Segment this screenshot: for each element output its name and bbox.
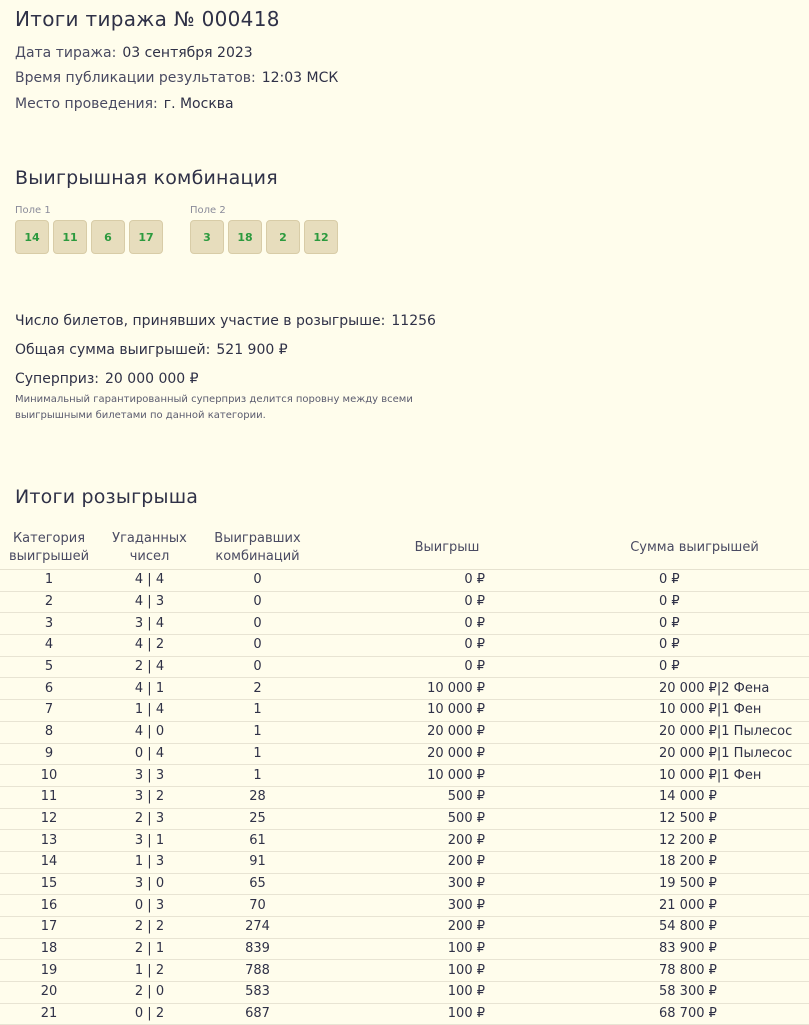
row-prize-cell bbox=[314, 721, 580, 743]
field2-numbers bbox=[190, 220, 338, 254]
row-category: 9 bbox=[0, 743, 98, 765]
col-prize: Выигрыш bbox=[314, 527, 580, 570]
row-prize-total-cell bbox=[580, 743, 809, 765]
row-winning-combos: 2 bbox=[201, 678, 314, 700]
field2-label: Поле 2 bbox=[190, 205, 226, 216]
ball: 3 bbox=[190, 220, 224, 254]
row-category: 6 bbox=[0, 678, 98, 700]
row-prize-total: 0 ₽ bbox=[659, 615, 680, 631]
row-prize-total-cell bbox=[580, 1003, 809, 1025]
row-category: 21 bbox=[0, 1003, 98, 1025]
ball: 6 bbox=[91, 220, 125, 254]
row-prize-cell bbox=[314, 678, 580, 700]
row-guessed: 2 | 1 bbox=[98, 938, 201, 960]
row-winning-combos: 788 bbox=[201, 960, 314, 982]
row-guessed: 1 | 4 bbox=[98, 700, 201, 722]
row-category: 1 bbox=[0, 570, 98, 592]
row-prize-cell bbox=[314, 1003, 580, 1025]
row-prize-total: 18 200 ₽ bbox=[659, 854, 717, 870]
row-prize: 0 ₽ bbox=[464, 572, 485, 588]
row-winning-combos: 28 bbox=[201, 786, 314, 808]
row-guessed: 3 | 4 bbox=[98, 613, 201, 635]
page-title: Итоги тиража № 000418 bbox=[15, 7, 280, 31]
row-winning-combos: 687 bbox=[201, 1003, 314, 1025]
row-prize-total-cell bbox=[580, 635, 809, 657]
row-prize: 0 ₽ bbox=[464, 615, 485, 631]
ball: 12 bbox=[304, 220, 338, 254]
row-winning-combos: 1 bbox=[201, 765, 314, 787]
table-row bbox=[0, 765, 809, 787]
row-guessed: 3 | 3 bbox=[98, 765, 201, 787]
draw-date bbox=[15, 45, 253, 61]
row-prize: 300 ₽ bbox=[447, 875, 485, 891]
row-guessed: 2 | 2 bbox=[98, 917, 201, 939]
row-category: 8 bbox=[0, 721, 98, 743]
row-prize-total: 0 ₽ bbox=[659, 594, 680, 610]
row-category: 16 bbox=[0, 895, 98, 917]
ball: 11 bbox=[53, 220, 87, 254]
table-row bbox=[0, 1003, 809, 1025]
row-prize: 10 000 ₽ bbox=[427, 767, 485, 783]
row-prize-cell bbox=[314, 591, 580, 613]
superprize-label: Суперприз: bbox=[15, 371, 100, 387]
row-prize-cell bbox=[314, 570, 580, 592]
row-prize-total-cell bbox=[580, 721, 809, 743]
superprize-note: Минимальный гарантированный суперприз делится поровну между всеми выигрышными билетами по данной категории. bbox=[15, 394, 413, 421]
row-prize-total: 0 ₽ bbox=[659, 572, 680, 588]
row-category: 7 bbox=[0, 700, 98, 722]
row-category: 15 bbox=[0, 873, 98, 895]
row-prize: 500 ₽ bbox=[447, 810, 485, 826]
row-prize-total-cell bbox=[580, 591, 809, 613]
row-prize: 20 000 ₽ bbox=[427, 745, 485, 761]
publication-time bbox=[15, 70, 338, 86]
row-prize-total: 58 300 ₽ bbox=[659, 984, 717, 1000]
row-winning-combos: 0 bbox=[201, 613, 314, 635]
total-winnings bbox=[15, 342, 288, 358]
row-prize: 20 000 ₽ bbox=[427, 724, 485, 740]
row-prize: 10 000 ₽ bbox=[427, 702, 485, 718]
draw-date-label: Дата тиража: bbox=[15, 45, 117, 61]
row-prize-cell bbox=[314, 982, 580, 1004]
row-winning-combos: 25 bbox=[201, 808, 314, 830]
row-prize: 0 ₽ bbox=[464, 594, 485, 610]
table-row bbox=[0, 678, 809, 700]
tickets-count-value: 11256 bbox=[391, 313, 436, 329]
table-row bbox=[0, 721, 809, 743]
row-prize-total: 78 800 ₽ bbox=[659, 962, 717, 978]
row-winning-combos: 583 bbox=[201, 982, 314, 1004]
row-prize: 200 ₽ bbox=[447, 832, 485, 848]
row-prize-cell bbox=[314, 765, 580, 787]
row-winning-combos: 274 bbox=[201, 917, 314, 939]
row-category: 18 bbox=[0, 938, 98, 960]
row-prize-total-cell bbox=[580, 656, 809, 678]
draw-date-value: 03 сентября 2023 bbox=[122, 45, 253, 61]
table-row bbox=[0, 873, 809, 895]
row-prize-total-cell bbox=[580, 808, 809, 830]
tickets-count bbox=[15, 313, 436, 329]
table-row bbox=[0, 917, 809, 939]
row-prize: 100 ₽ bbox=[447, 962, 485, 978]
row-guessed: 2 | 3 bbox=[98, 808, 201, 830]
row-prize-total-cell bbox=[580, 678, 809, 700]
row-prize-cell bbox=[314, 700, 580, 722]
row-guessed: 0 | 4 bbox=[98, 743, 201, 765]
row-prize: 0 ₽ bbox=[464, 637, 485, 653]
field1-label: Поле 1 bbox=[15, 205, 51, 216]
row-prize-total: 83 900 ₽ bbox=[659, 941, 717, 957]
row-prize-total: 19 500 ₽ bbox=[659, 875, 717, 891]
row-winning-combos: 61 bbox=[201, 830, 314, 852]
table-row bbox=[0, 938, 809, 960]
row-winning-combos: 1 bbox=[201, 743, 314, 765]
row-winning-combos: 1 bbox=[201, 721, 314, 743]
row-guessed: 4 | 4 bbox=[98, 570, 201, 592]
table-row bbox=[0, 851, 809, 873]
draw-place-value: г. Москва bbox=[163, 96, 234, 112]
row-prize-cell bbox=[314, 656, 580, 678]
row-prize-total-cell bbox=[580, 830, 809, 852]
row-winning-combos: 839 bbox=[201, 938, 314, 960]
row-guessed: 3 | 2 bbox=[98, 786, 201, 808]
row-prize-cell bbox=[314, 895, 580, 917]
row-prize: 500 ₽ bbox=[447, 789, 485, 805]
row-prize-cell bbox=[314, 830, 580, 852]
row-prize-total: 10 000 ₽|1 Фен bbox=[659, 767, 762, 783]
total-winnings-label: Общая сумма выигрышей: bbox=[15, 342, 211, 358]
superprize-value: 20 000 000 ₽ bbox=[105, 371, 199, 387]
row-category: 14 bbox=[0, 851, 98, 873]
table-row bbox=[0, 960, 809, 982]
ball: 18 bbox=[228, 220, 262, 254]
col-guessed: Угаданных чисел bbox=[98, 527, 201, 570]
row-prize-total-cell bbox=[580, 938, 809, 960]
col-category: Категория выигрышей bbox=[0, 527, 98, 570]
row-guessed: 4 | 0 bbox=[98, 721, 201, 743]
row-prize-total-cell bbox=[580, 982, 809, 1004]
winning-combination-title: Выигрышная комбинация bbox=[15, 167, 278, 189]
row-prize-total: 21 000 ₽ bbox=[659, 897, 717, 913]
row-prize-total: 20 000 ₽|1 Пылесос bbox=[659, 745, 793, 761]
row-category: 11 bbox=[0, 786, 98, 808]
row-prize-total: 12 200 ₽ bbox=[659, 832, 717, 848]
row-prize-total: 0 ₽ bbox=[659, 659, 680, 675]
row-prize-total: 10 000 ₽|1 Фен bbox=[659, 702, 762, 718]
table-row bbox=[0, 700, 809, 722]
row-category: 12 bbox=[0, 808, 98, 830]
row-prize-total-cell bbox=[580, 960, 809, 982]
row-category: 4 bbox=[0, 635, 98, 657]
table-row bbox=[0, 808, 809, 830]
table-row bbox=[0, 570, 809, 592]
row-prize-total-cell bbox=[580, 700, 809, 722]
row-winning-combos: 65 bbox=[201, 873, 314, 895]
row-prize: 10 000 ₽ bbox=[427, 680, 485, 696]
row-prize: 100 ₽ bbox=[447, 941, 485, 957]
row-guessed: 0 | 3 bbox=[98, 895, 201, 917]
row-prize: 0 ₽ bbox=[464, 659, 485, 675]
table-header-row bbox=[0, 527, 809, 570]
row-category: 5 bbox=[0, 656, 98, 678]
row-guessed: 4 | 3 bbox=[98, 591, 201, 613]
row-guessed: 3 | 1 bbox=[98, 830, 201, 852]
row-guessed: 2 | 0 bbox=[98, 982, 201, 1004]
row-prize-cell bbox=[314, 938, 580, 960]
field1-numbers bbox=[15, 220, 163, 254]
col-prize-total: Сумма выигрышей bbox=[580, 527, 809, 570]
row-winning-combos: 0 bbox=[201, 656, 314, 678]
row-winning-combos: 1 bbox=[201, 700, 314, 722]
table-row bbox=[0, 613, 809, 635]
row-prize-cell bbox=[314, 808, 580, 830]
row-prize-cell bbox=[314, 786, 580, 808]
row-prize-total-cell bbox=[580, 895, 809, 917]
tickets-count-label: Число билетов, принявших участие в розыгрыше: bbox=[15, 313, 386, 329]
row-prize: 200 ₽ bbox=[447, 854, 485, 870]
row-category: 13 bbox=[0, 830, 98, 852]
row-guessed: 2 | 4 bbox=[98, 656, 201, 678]
draw-place-label: Место проведения: bbox=[15, 96, 158, 112]
row-prize: 100 ₽ bbox=[447, 1006, 485, 1022]
table-row bbox=[0, 591, 809, 613]
table-row bbox=[0, 895, 809, 917]
row-prize-cell bbox=[314, 917, 580, 939]
row-guessed: 1 | 3 bbox=[98, 851, 201, 873]
row-guessed: 4 | 1 bbox=[98, 678, 201, 700]
table-row bbox=[0, 635, 809, 657]
row-prize-total: 54 800 ₽ bbox=[659, 919, 717, 935]
publication-time-value: 12:03 МСК bbox=[261, 70, 339, 86]
row-category: 2 bbox=[0, 591, 98, 613]
row-prize-total: 12 500 ₽ bbox=[659, 810, 717, 826]
row-winning-combos: 0 bbox=[201, 635, 314, 657]
row-prize-total-cell bbox=[580, 873, 809, 895]
row-prize-total-cell bbox=[580, 786, 809, 808]
row-prize: 100 ₽ bbox=[447, 984, 485, 1000]
total-winnings-value: 521 900 ₽ bbox=[216, 342, 288, 358]
row-prize-total: 14 000 ₽ bbox=[659, 789, 717, 805]
row-prize-cell bbox=[314, 613, 580, 635]
row-prize-total: 0 ₽ bbox=[659, 637, 680, 653]
row-prize-total-cell bbox=[580, 765, 809, 787]
results-title: Итоги розыгрыша bbox=[15, 486, 199, 508]
row-category: 20 bbox=[0, 982, 98, 1004]
superprize bbox=[15, 371, 199, 387]
row-prize-total-cell bbox=[580, 851, 809, 873]
table-row bbox=[0, 830, 809, 852]
row-prize-total-cell bbox=[580, 917, 809, 939]
row-prize: 200 ₽ bbox=[447, 919, 485, 935]
row-prize-cell bbox=[314, 873, 580, 895]
row-category: 10 bbox=[0, 765, 98, 787]
row-winning-combos: 70 bbox=[201, 895, 314, 917]
row-category: 3 bbox=[0, 613, 98, 635]
row-guessed: 0 | 2 bbox=[98, 1003, 201, 1025]
table-row bbox=[0, 786, 809, 808]
table-row bbox=[0, 743, 809, 765]
row-prize-total: 68 700 ₽ bbox=[659, 1006, 717, 1022]
row-prize-total: 20 000 ₽|1 Пылесос bbox=[659, 724, 793, 740]
row-prize-cell bbox=[314, 851, 580, 873]
row-category: 17 bbox=[0, 917, 98, 939]
results-table bbox=[0, 527, 809, 1025]
row-winning-combos: 0 bbox=[201, 591, 314, 613]
row-prize-cell bbox=[314, 960, 580, 982]
draw-place bbox=[15, 96, 234, 112]
row-category: 19 bbox=[0, 960, 98, 982]
table-row bbox=[0, 982, 809, 1004]
row-winning-combos: 0 bbox=[201, 570, 314, 592]
row-guessed: 4 | 2 bbox=[98, 635, 201, 657]
ball: 14 bbox=[15, 220, 49, 254]
row-prize: 300 ₽ bbox=[447, 897, 485, 913]
table-row bbox=[0, 656, 809, 678]
row-winning-combos: 91 bbox=[201, 851, 314, 873]
ball: 17 bbox=[129, 220, 163, 254]
ball: 2 bbox=[266, 220, 300, 254]
row-prize-total: 20 000 ₽|2 Фена bbox=[659, 680, 770, 696]
row-prize-total-cell bbox=[580, 613, 809, 635]
row-guessed: 1 | 2 bbox=[98, 960, 201, 982]
row-prize-cell bbox=[314, 635, 580, 657]
row-guessed: 3 | 0 bbox=[98, 873, 201, 895]
col-winning-combos: Выигравших комбинаций bbox=[201, 527, 314, 570]
publication-time-label: Время публикации результатов: bbox=[15, 70, 256, 86]
row-prize-cell bbox=[314, 743, 580, 765]
row-prize-total-cell bbox=[580, 570, 809, 592]
